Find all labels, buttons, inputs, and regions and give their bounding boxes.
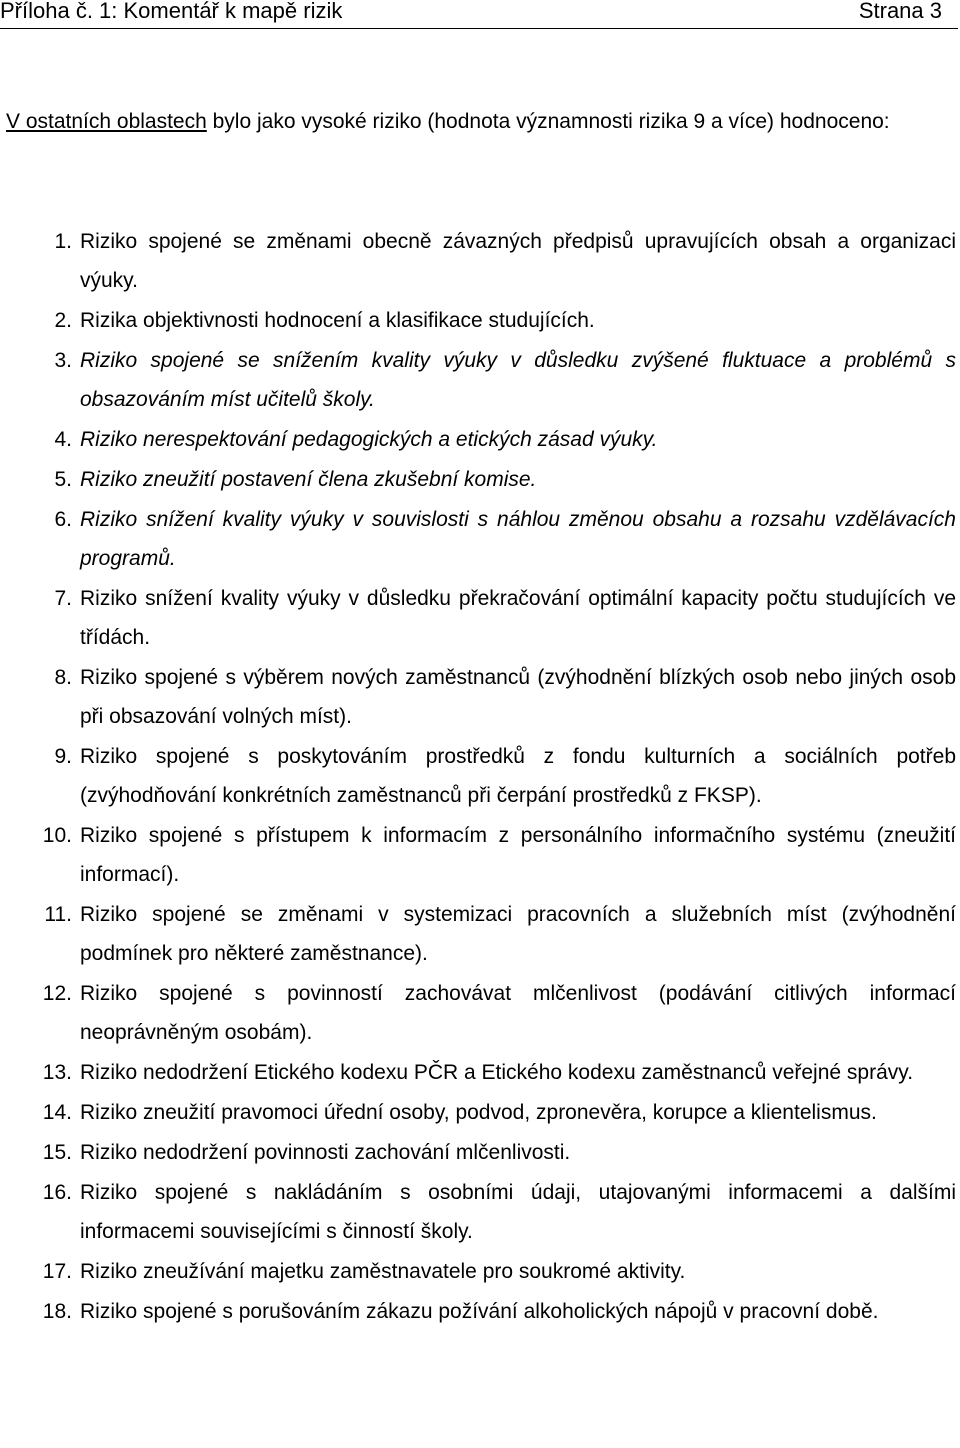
list-item-text: Riziko zneužívání majetku zaměstnavatele pro soukromé aktivity. [80,1260,686,1283]
list-item [0,1173,958,1251]
list-item [0,1252,958,1291]
list-item-text: Riziko snížení kvality výuky v důsledku překračování optimální kapacity počtu studujících ve třídách. [80,587,956,649]
intro-lead: V ostatních oblastech [6,110,207,133]
list-item [0,658,958,736]
list-item-number: 8. [54,666,72,689]
list-item-number: 10. [42,824,72,847]
list-item-text: Rizika objektivnosti hodnocení a klasifikace studujících. [80,309,595,332]
list-item [0,222,958,300]
list-item [0,1292,958,1331]
list-item-text: Riziko zneužití postavení člena zkušební komise. [80,468,537,491]
list-item [0,579,958,657]
list-item [0,737,958,815]
list-item [0,895,958,973]
list-item-text: Riziko spojené s výběrem nových zaměstnanců (zvýhodnění blízkých osob nebo jiných osob při obsazování volných míst). [80,666,956,728]
list-item [0,460,958,499]
list-item-text: Riziko spojené s poskytováním prostředků z fondu kulturních a sociálních potřeb (zvýhodňování konkrétních zaměstnanců při čerpání prostředků z FKSP). [80,745,956,807]
list-item-text: Riziko spojené s povinností zachovávat mlčenlivost (podávání citlivých informací neoprávněným osobám). [80,982,956,1044]
page-header [0,0,958,29]
list-item-number: 15. [42,1141,72,1164]
page-number: Strana 3 [858,0,942,23]
list-item-text: Riziko spojené se změnami obecně závazných předpisů upravujících obsah a organizaci výuky. [80,230,956,292]
list-item-text: Riziko spojené s nakládáním s osobními údaji, utajovanými informacemi a dalšími informacemi souvisejícími s činností školy. [80,1181,956,1243]
list-item [0,974,958,1052]
list-item-text: Riziko spojené se snížením kvality výuky v důsledku zvýšené fluktuace a problémů s obsazováním míst učitelů školy. [80,349,956,411]
list-item-number: 5. [54,468,72,491]
list-item-number: 14. [42,1101,72,1124]
list-item-number: 18. [42,1300,72,1323]
document-title: Příloha č. 1: Komentář k mapě rizik [0,0,343,23]
list-item-number: 3. [54,349,72,372]
list-item-number: 13. [42,1061,72,1084]
list-item [0,301,958,340]
intro-paragraph [6,102,954,142]
list-item [0,420,958,459]
list-item-text: Riziko snížení kvality výuky v souvislosti s náhlou změnou obsahu a rozsahu vzdělávacích programů. [80,508,956,570]
list-item-number: 1. [54,230,72,253]
list-item-number: 6. [54,508,72,531]
risk-list [0,222,958,1332]
list-item-text: Riziko nedodržení Etického kodexu PČR a Etického kodexu zaměstnanců veřejné správy. [80,1061,914,1084]
list-item-text: Riziko nedodržení povinnosti zachování mlčenlivosti. [80,1141,571,1164]
intro-rest: bylo jako vysoké riziko (hodnota významnosti rizika 9 a více) hodnoceno: [206,110,890,133]
list-item-number: 7. [54,587,72,610]
list-item-number: 12. [42,982,72,1005]
list-item-number: 16. [42,1181,72,1204]
list-item [0,1133,958,1172]
list-item-number: 11. [44,903,72,926]
list-item-number: 17. [42,1260,72,1283]
list-item [0,341,958,419]
list-item-text: Riziko spojené s porušováním zákazu požívání alkoholických nápojů v pracovní době. [80,1300,879,1323]
list-item-text: Riziko zneužití pravomoci úřední osoby, podvod, zpronevěra, korupce a klientelismus. [80,1101,877,1124]
list-item [0,500,958,578]
list-item-text: Riziko nerespektování pedagogických a etických zásad výuky. [80,428,658,451]
list-item [0,1053,958,1092]
list-item [0,816,958,894]
list-item-number: 4. [54,428,72,451]
list-item-number: 9. [54,745,72,768]
list-item-number: 2. [54,309,72,332]
list-item-text: Riziko spojené se změnami v systemizaci pracovních a služebních míst (zvýhodnění podmínek pro některé zaměstnance). [80,903,956,965]
list-item-text: Riziko spojené s přístupem k informacím z personálního informačního systému (zneužití informací). [80,824,956,886]
list-item [0,1093,958,1132]
